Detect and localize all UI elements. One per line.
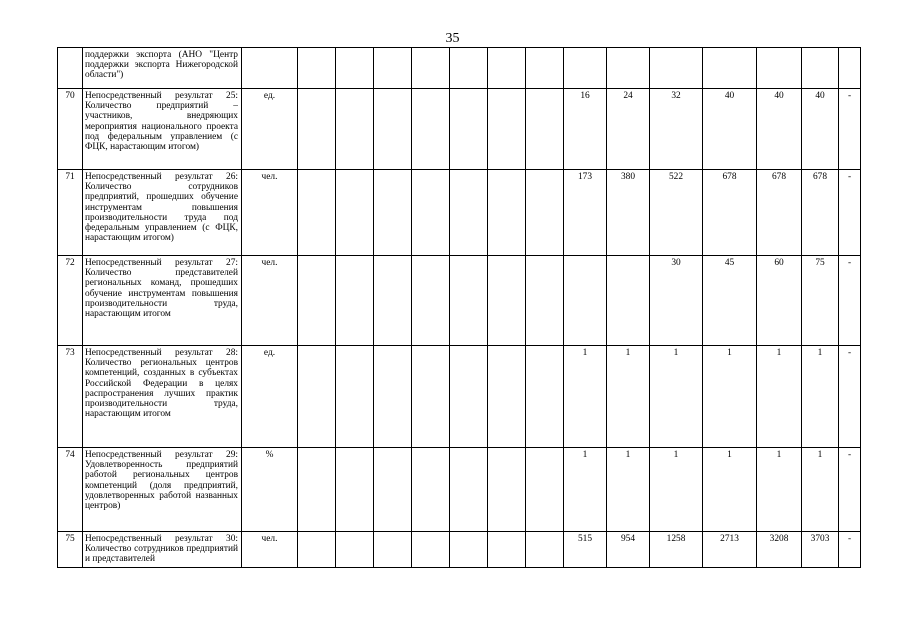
value-cell: [412, 532, 450, 568]
unit-cell: ед.: [242, 89, 298, 170]
note-cell: -: [839, 256, 861, 346]
value-cell: 45: [703, 256, 757, 346]
value-cell: [298, 346, 336, 448]
indicator-name-cell: Непосредственный результат 25: Количество предприятий – участников, внедряющих мероприятия национального проекта под федеральным управлением (с ФЦК, нарастающим итогом): [83, 89, 242, 170]
value-cell: [374, 170, 412, 256]
value-cell: 60: [757, 256, 802, 346]
value-cell: [298, 48, 336, 89]
value-cell: [564, 48, 607, 89]
value-cell: [488, 170, 526, 256]
value-cell: [412, 346, 450, 448]
value-cell: [374, 448, 412, 532]
indicator-name-cell: поддержки экспорта (АНО "Центр поддержки экспорта Нижегородской области"): [83, 48, 242, 89]
table-row: [58, 346, 861, 448]
value-cell: [298, 448, 336, 532]
value-cell: [564, 256, 607, 346]
table-row: [58, 170, 861, 256]
value-cell: [450, 448, 488, 532]
value-cell: [374, 346, 412, 448]
value-cell: [374, 256, 412, 346]
value-cell: [488, 48, 526, 89]
value-cell: [450, 256, 488, 346]
value-cell: [336, 170, 374, 256]
value-cell: [526, 256, 564, 346]
row-number-cell: [58, 48, 83, 89]
value-cell: [374, 89, 412, 170]
value-cell: [650, 48, 703, 89]
indicator-name-cell: Непосредственный результат 28: Количество региональных центров компетенций, созданных в субъектах Российской Федерации в целях распространения лучших практик производительности труда, нарастающим итогом: [83, 346, 242, 448]
value-cell: 3703: [802, 532, 839, 568]
value-cell: [839, 48, 861, 89]
value-cell: 1: [650, 448, 703, 532]
value-cell: [336, 89, 374, 170]
value-cell: 173: [564, 170, 607, 256]
table-row: [58, 532, 861, 568]
indicator-name-cell: Непосредственный результат 27: Количество представителей региональных команд, прошедших обучение инструментам повышения производительности труда, нарастающим итогом: [83, 256, 242, 346]
value-cell: [298, 532, 336, 568]
value-cell: [450, 89, 488, 170]
value-cell: [703, 48, 757, 89]
value-cell: 30: [650, 256, 703, 346]
note-cell: -: [839, 170, 861, 256]
value-cell: [336, 48, 374, 89]
table-row: [58, 448, 861, 532]
value-cell: 954: [607, 532, 650, 568]
value-cell: 1: [607, 448, 650, 532]
value-cell: 40: [757, 89, 802, 170]
unit-cell: ед.: [242, 346, 298, 448]
value-cell: [336, 346, 374, 448]
unit-cell: чел.: [242, 532, 298, 568]
value-cell: [450, 48, 488, 89]
value-cell: [412, 170, 450, 256]
indicator-name-cell: Непосредственный результат 26: Количество сотрудников предприятий, прошедших обучение инструментам повышения производительности труда под федеральным управлением (с ФЦК, нарастающим итогом): [83, 170, 242, 256]
value-cell: 522: [650, 170, 703, 256]
value-cell: [488, 346, 526, 448]
value-cell: 515: [564, 532, 607, 568]
value-cell: [488, 448, 526, 532]
unit-cell: [242, 48, 298, 89]
indicators-table: [57, 47, 861, 568]
value-cell: 32: [650, 89, 703, 170]
value-cell: [374, 532, 412, 568]
note-cell: -: [839, 448, 861, 532]
value-cell: 1: [564, 448, 607, 532]
value-cell: [607, 256, 650, 346]
value-cell: 1: [650, 346, 703, 448]
value-cell: [336, 256, 374, 346]
value-cell: [450, 170, 488, 256]
value-cell: [336, 448, 374, 532]
row-number-cell: 71: [58, 170, 83, 256]
unit-cell: %: [242, 448, 298, 532]
note-cell: -: [839, 346, 861, 448]
row-number-cell: 72: [58, 256, 83, 346]
table-row-continuation: [58, 48, 861, 89]
value-cell: 1: [802, 346, 839, 448]
value-cell: [298, 256, 336, 346]
value-cell: 24: [607, 89, 650, 170]
value-cell: 1: [703, 448, 757, 532]
value-cell: 75: [802, 256, 839, 346]
value-cell: [526, 48, 564, 89]
value-cell: 16: [564, 89, 607, 170]
value-cell: [298, 170, 336, 256]
value-cell: 40: [802, 89, 839, 170]
value-cell: [488, 89, 526, 170]
row-number-cell: 70: [58, 89, 83, 170]
value-cell: [488, 256, 526, 346]
unit-cell: чел.: [242, 256, 298, 346]
value-cell: 1: [564, 346, 607, 448]
page-number: 35: [445, 31, 460, 46]
value-cell: 678: [757, 170, 802, 256]
value-cell: [450, 346, 488, 448]
value-cell: 678: [703, 170, 757, 256]
value-cell: 3208: [757, 532, 802, 568]
value-cell: [336, 532, 374, 568]
value-cell: 1258: [650, 532, 703, 568]
row-number-cell: 74: [58, 448, 83, 532]
indicator-name-cell: Непосредственный результат 30: Количество сотрудников предприятий и представителей: [83, 532, 242, 568]
value-cell: [526, 448, 564, 532]
table-row: [58, 256, 861, 346]
value-cell: [526, 89, 564, 170]
value-cell: 1: [757, 346, 802, 448]
row-number-cell: 75: [58, 532, 83, 568]
value-cell: [298, 89, 336, 170]
value-cell: [488, 532, 526, 568]
value-cell: [802, 48, 839, 89]
value-cell: 2713: [703, 532, 757, 568]
value-cell: [450, 532, 488, 568]
value-cell: [526, 346, 564, 448]
value-cell: 1: [802, 448, 839, 532]
value-cell: 678: [802, 170, 839, 256]
row-number-cell: 73: [58, 346, 83, 448]
value-cell: [412, 448, 450, 532]
value-cell: [374, 48, 412, 89]
value-cell: [526, 532, 564, 568]
value-cell: [526, 170, 564, 256]
note-cell: -: [839, 532, 861, 568]
value-cell: 1: [607, 346, 650, 448]
value-cell: [412, 48, 450, 89]
note-cell: -: [839, 89, 861, 170]
value-cell: 1: [757, 448, 802, 532]
value-cell: 380: [607, 170, 650, 256]
indicator-name-cell: Непосредственный результат 29: Удовлетворенность предприятий работой региональных центров компетенций (доля предприятий, удовлетворенных работой названных центров): [83, 448, 242, 532]
unit-cell: чел.: [242, 170, 298, 256]
value-cell: 1: [703, 346, 757, 448]
value-cell: [412, 89, 450, 170]
value-cell: [757, 48, 802, 89]
value-cell: 40: [703, 89, 757, 170]
value-cell: [412, 256, 450, 346]
value-cell: [607, 48, 650, 89]
table-row: [58, 89, 861, 170]
